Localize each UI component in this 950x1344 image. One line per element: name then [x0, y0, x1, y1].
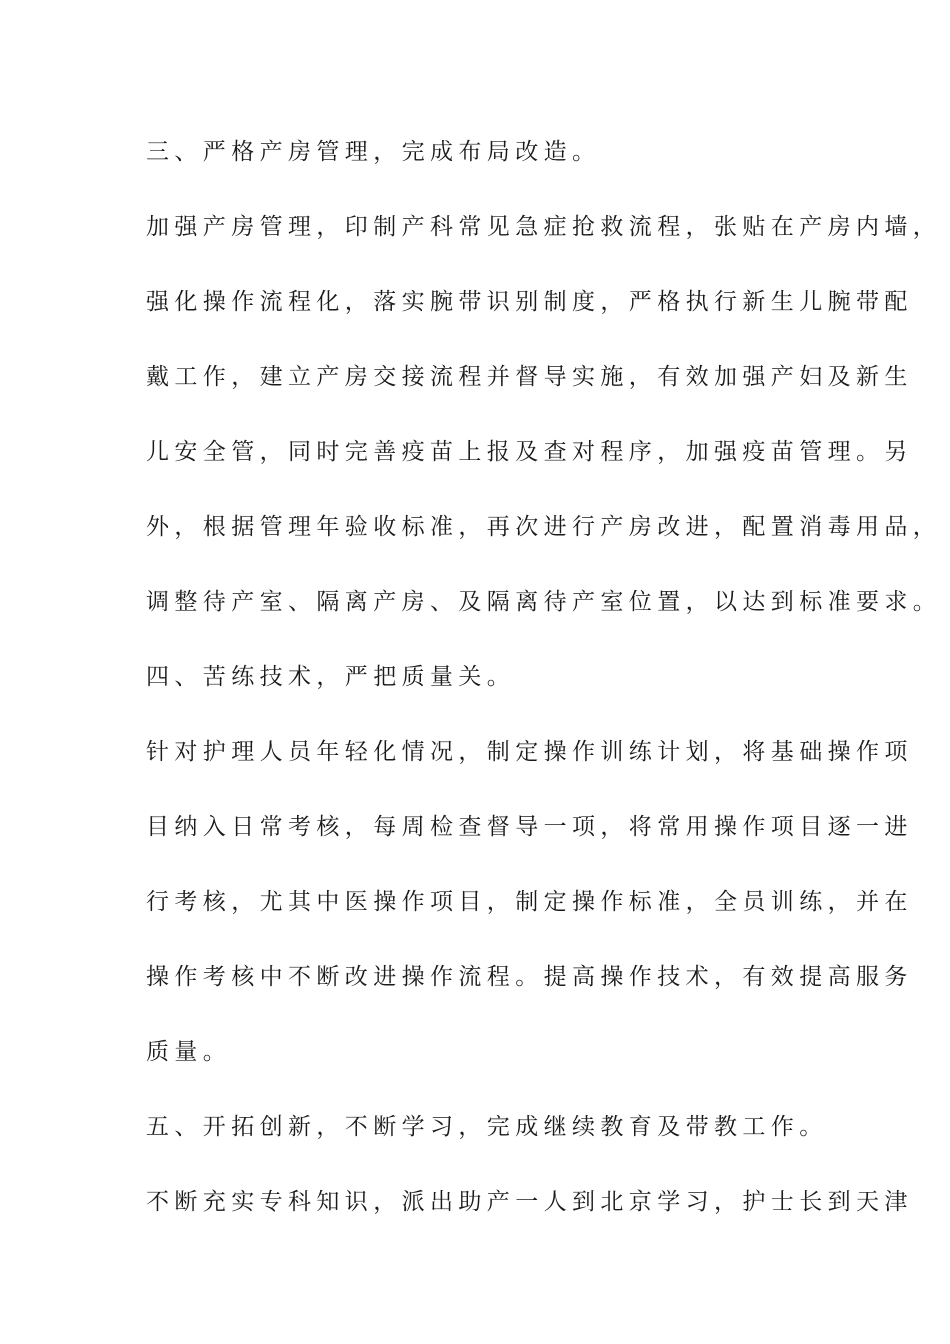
paragraph-line: 调整待产室、隔离产房、及隔离待产室位置，以达到标准要求。 — [146, 589, 942, 615]
paragraph-line: 外，根据管理年验收标准，再次进行产房改进，配置消毒用品， — [146, 514, 942, 540]
paragraph-line: 戴工作，建立产房交接流程并督导实施，有效加强产妇及新生 — [146, 364, 913, 390]
section-heading-5: 五、开拓创新，不断学习，完成继续教育及带教工作。 — [146, 1114, 828, 1140]
paragraph-line: 不断充实专科知识，派出助产一人到北京学习，护士长到天津 — [146, 1189, 913, 1215]
paragraph-line: 儿安全管，同时完善疫苗上报及查对程序，加强疫苗管理。另 — [146, 439, 913, 465]
paragraph-line: 加强产房管理，印制产科常见急症抢救流程，张贴在产房内墙， — [146, 214, 942, 240]
paragraph-line: 操作考核中不断改进操作流程。提高操作技术，有效提高服务 — [146, 964, 913, 990]
section-heading-3: 三、严格产房管理，完成布局改造。 — [146, 139, 601, 165]
section-heading-4: 四、苦练技术，严把质量关。 — [146, 664, 516, 690]
paragraph-line: 行考核，尤其中医操作项目，制定操作标准，全员训练，并在 — [146, 889, 913, 915]
paragraph-line: 目纳入日常考核，每周检查督导一项，将常用操作项目逐一进 — [146, 814, 913, 840]
paragraph-line: 针对护理人员年轻化情况，制定操作训练计划，将基础操作项 — [146, 739, 913, 765]
paragraph-line: 质量。 — [146, 1039, 232, 1065]
paragraph-line: 强化操作流程化，落实腕带识别制度，严格执行新生儿腕带配 — [146, 289, 913, 315]
